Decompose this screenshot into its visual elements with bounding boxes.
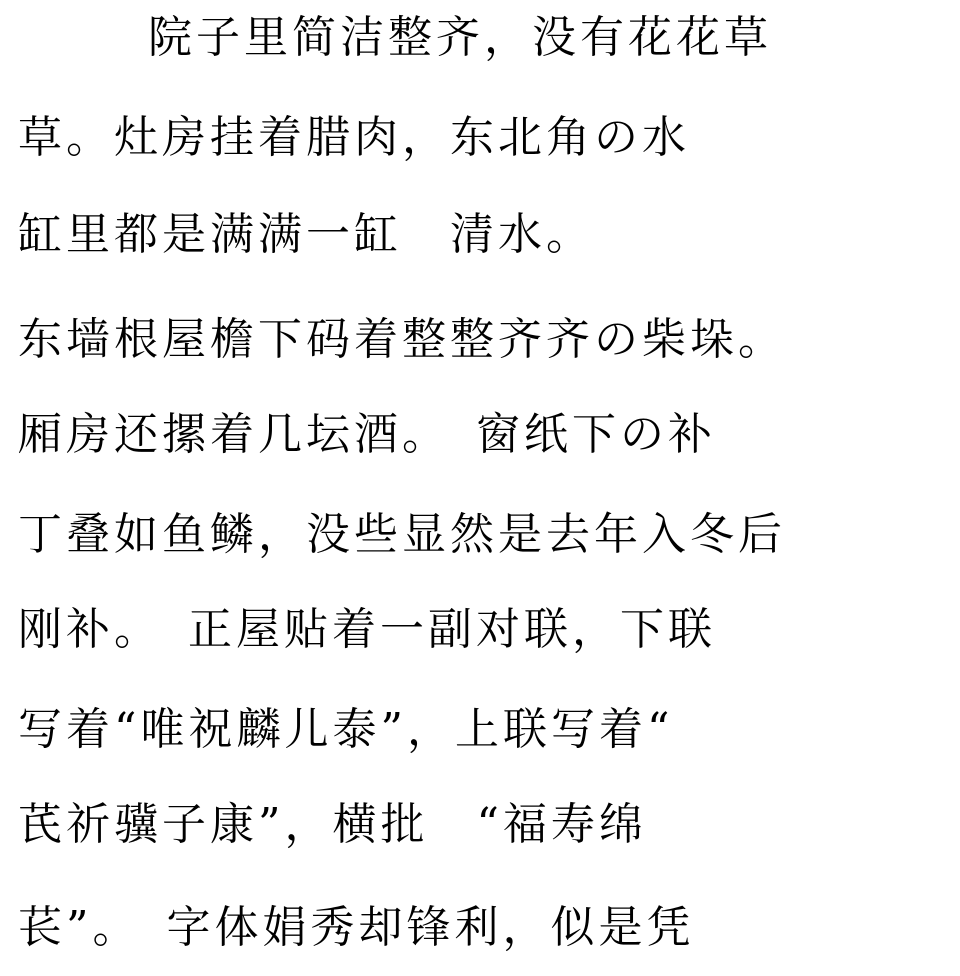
text-line-4: 东墙根屋檐下码着整整齐齐の柴垛。 <box>18 314 786 365</box>
text-line-2: 草。灶房挂着腊肉，东北角の水 <box>18 112 690 163</box>
text-line-10: 苌”。 字体娟秀却锋利，似是凭 <box>18 902 695 953</box>
text-line-3: 缸里都是满满一缸 清水。 <box>18 209 594 260</box>
text-line-5: 厢房还摞着几坛酒。 窗纸下の补 <box>18 409 716 460</box>
text-line-6: 丁叠如鱼鳞，没些显然是去年入冬后 <box>18 509 786 560</box>
text-line-9: 芪祈骥子康”，横批 “福寿绵 <box>18 799 647 850</box>
text-line-8: 写着“唯祝麟儿泰”，上联写着“ <box>18 704 674 755</box>
text-line-7: 刚补。 正屋贴着一副对联，下联 <box>18 604 716 655</box>
text-line-1: 院子里简洁整齐，没有花花草 <box>148 12 772 63</box>
